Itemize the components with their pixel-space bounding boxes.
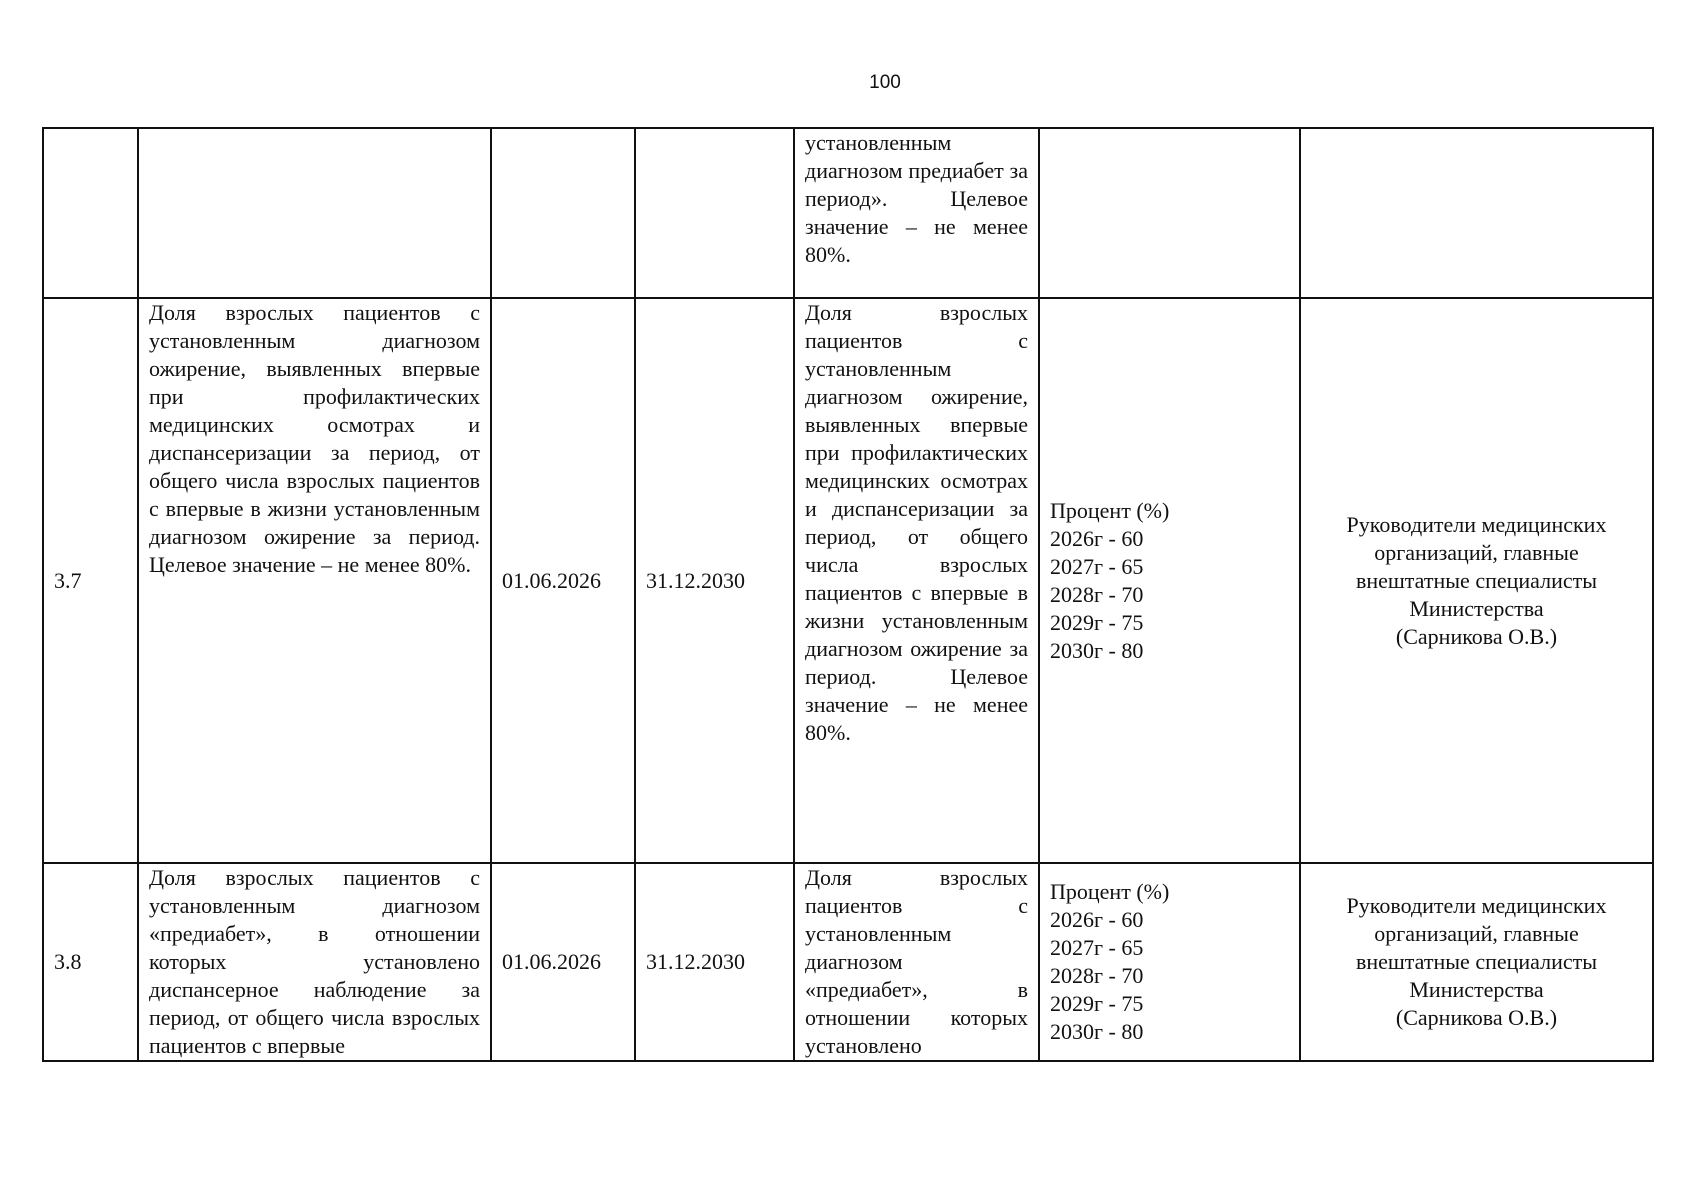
responsible-cell — [1300, 128, 1653, 298]
responsible-line: Министерства — [1409, 595, 1544, 621]
table-row — [43, 863, 1653, 1061]
start-date-cell — [491, 128, 635, 298]
item-number-cell — [43, 128, 138, 298]
responsible-cell — [1300, 298, 1653, 863]
measure-value: 2027г - 65 — [1050, 935, 1144, 960]
measure-unit: Процент (%) — [1050, 879, 1170, 904]
end-date-cell: 31.12.2030 — [635, 298, 794, 863]
responsible-cell — [1300, 863, 1653, 1061]
responsible-line: (Сарникова О.В.) — [1395, 623, 1558, 649]
end-date-cell: 31.12.2030 — [635, 863, 794, 1061]
measure-value: 2030г - 80 — [1050, 1019, 1144, 1044]
responsible-line: организаций, главные — [1374, 921, 1579, 946]
measure-value: 2029г - 75 — [1050, 609, 1144, 635]
page-number: 100 — [869, 72, 901, 93]
responsible-line: Руководители медицинских — [1346, 893, 1607, 918]
responsible-line: (Сарникова О.В.) — [1395, 1005, 1558, 1030]
start-date-cell: 01.06.2026 — [491, 298, 635, 863]
item-number-cell: 3.8 — [43, 863, 138, 1061]
measure-value: 2026г - 60 — [1050, 525, 1144, 551]
responsible-line: внештатные специалисты — [1355, 949, 1598, 974]
measure-value: 2028г - 70 — [1050, 581, 1144, 607]
item-name-cell — [138, 128, 491, 298]
item-number-cell: 3.7 — [43, 298, 138, 863]
responsible-line: внештатные специалисты — [1355, 567, 1598, 593]
measure-value: 2027г - 65 — [1050, 553, 1144, 579]
responsible-line: организаций, главные — [1374, 539, 1579, 565]
end-date-cell — [635, 128, 794, 298]
table-row — [43, 128, 1653, 298]
plan-table — [42, 127, 1654, 1062]
measure-cell — [1039, 128, 1300, 298]
measure-value: 2030г - 80 — [1050, 637, 1144, 663]
measure-value: 2028г - 70 — [1050, 963, 1144, 988]
measure-cell — [1039, 298, 1300, 863]
measure-value: 2026г - 60 — [1050, 907, 1144, 932]
start-date-cell: 01.06.2026 — [491, 863, 635, 1061]
item-name-cell: Доля взрослых пациентов с установленным диагнозом «предиабет», в отношении которых установлено диспансерное наблюдение за период, от общего числа взрослых пациентов с впервые — [138, 863, 491, 1061]
item-name-cell: Доля взрослых пациентов с установленным диагнозом ожирение, выявленных впервые при профилактических медицинских осмотрах и диспансеризации за период, от общего числа взрослых пациентов с впервые в жизни установленным диагнозом ожирение за период. Целевое значение – не менее 80%. — [138, 298, 491, 863]
measure-value: 2029г - 75 — [1050, 991, 1144, 1016]
indicator-cell: Доля взрослых пациентов с установленным диагнозом «предиабет», в отношении которых установлено — [794, 863, 1039, 1061]
measure-unit: Процент (%) — [1050, 497, 1170, 523]
responsible-line: Министерства — [1409, 977, 1544, 1002]
indicator-cell: Доля взрослых пациентов с установленным диагнозом ожирение, выявленных впервые при профилактических медицинских осмотрах и диспансеризации за период, от общего числа взрослых пациентов с впервые в жизни установленным диагнозом ожирение за период. Целевое значение – не менее 80%. — [794, 298, 1039, 863]
responsible-line: Руководители медицинских — [1346, 511, 1607, 537]
indicator-cell: установленным диагнозом предиабет за период». Целевое значение – не менее 80%. — [794, 128, 1039, 298]
measure-cell — [1039, 863, 1300, 1061]
table-row — [43, 298, 1653, 863]
